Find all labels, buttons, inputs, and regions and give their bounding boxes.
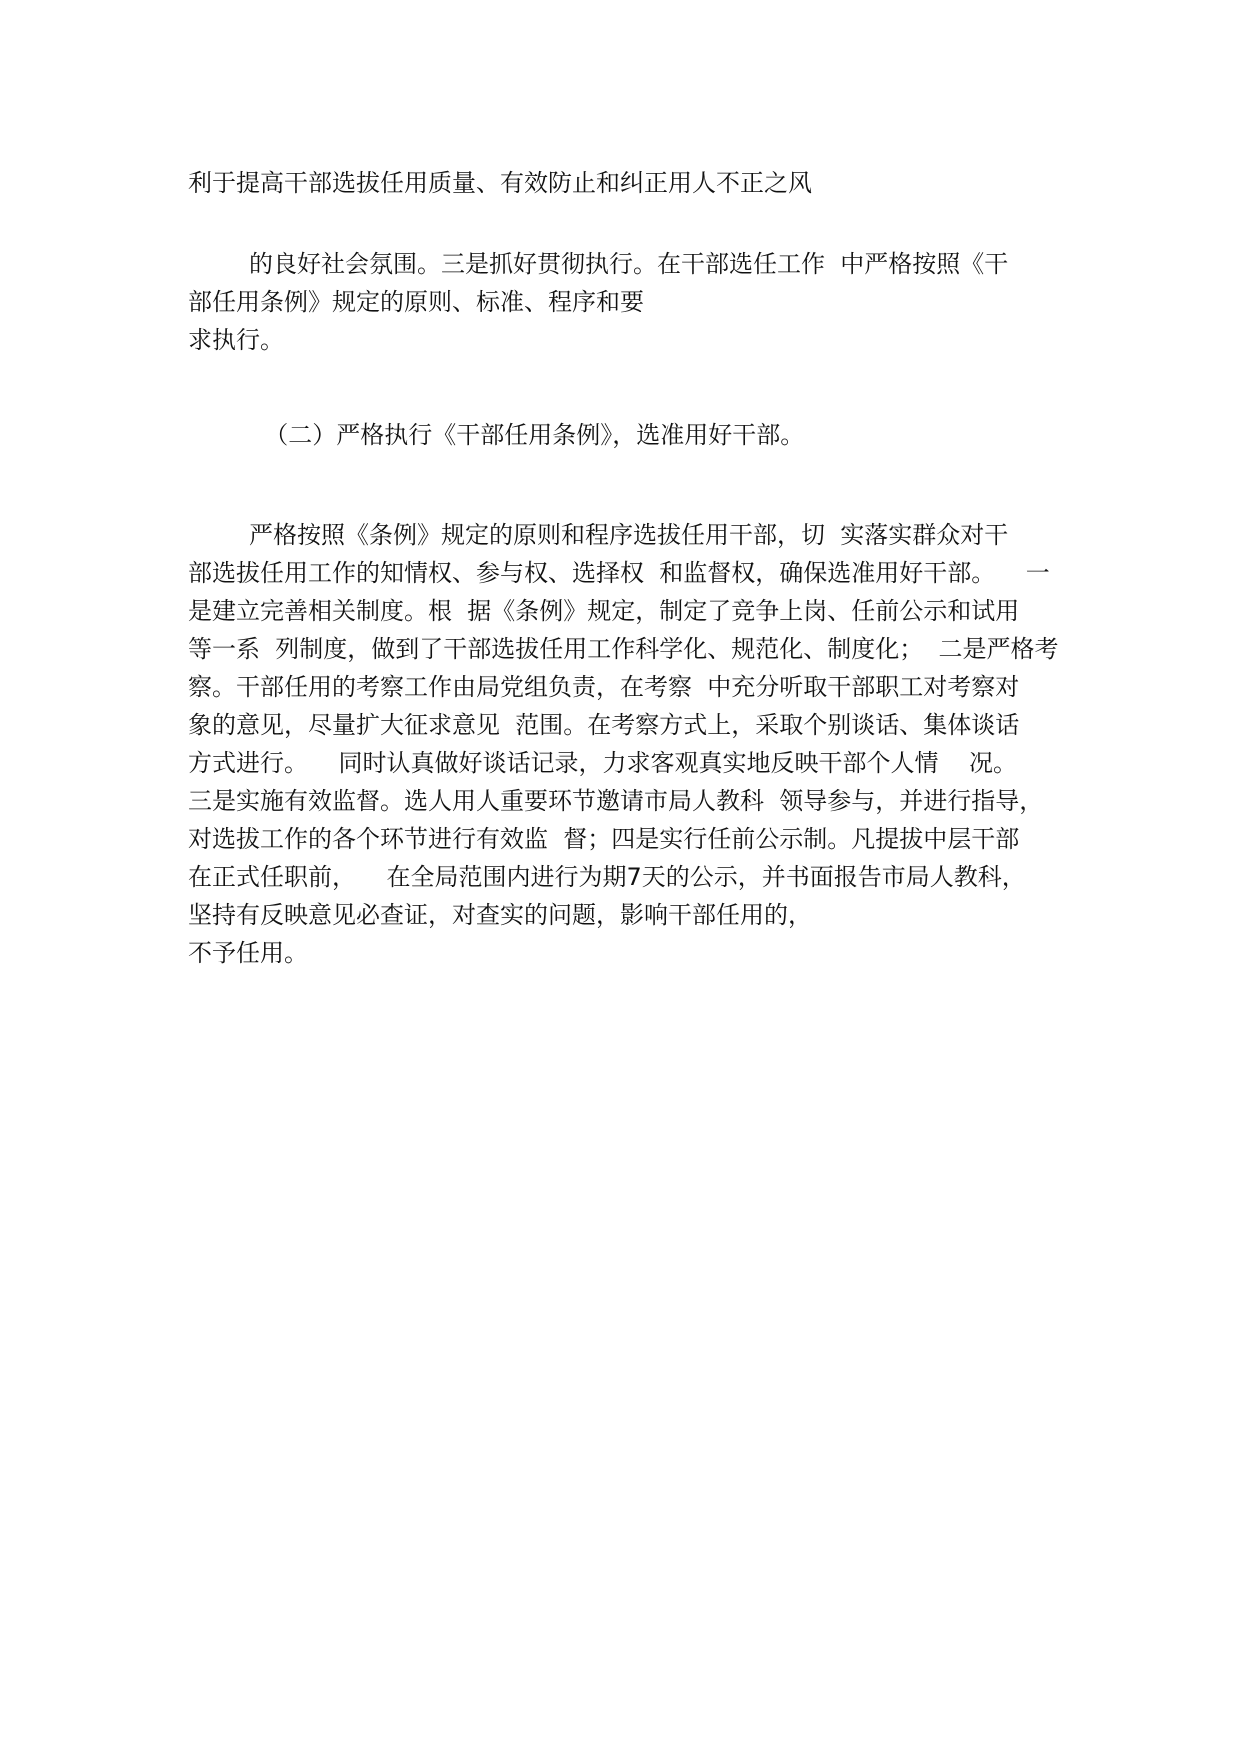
text-line: 等一系 列制度，做到了干部选拔任用工作科学化、规范化、制度化； 二是严格考 <box>188 635 1059 663</box>
text-line: 严格按照《条例》规定的原则和程序选拔任用干部，切 实落实群众对干 <box>188 521 1009 549</box>
section-heading: （二）严格执行《干部任用条例》，选准用好干部。 <box>188 421 805 449</box>
text-line: 方式进行。 同时认真做好谈话记录，力求客观真实地反映干部个人情 况。 <box>188 749 1018 777</box>
text-line: 求执行。 <box>188 326 284 354</box>
text-line: 的良好社会氛围。三是抓好贯彻执行。在干部选任工作 中严格按照《干 <box>188 250 1009 278</box>
text-line: 象的意见，尽量扩大征求意见 范围。在考察方式上，采取个别谈话、集体谈话 <box>188 711 1020 739</box>
text-line: 对选拔工作的各个环节进行有效监 督；四是实行任前公示制。凡提拔中层干部 <box>188 825 1020 853</box>
text-line: 三是实施有效监督。选人用人重要环节邀请市局人教科 领导参与，并进行指导， <box>188 787 1044 815</box>
text-line: 在正式任职前， 在全局范围内进行为期7天的公示，并书面报告市局人教科， <box>188 863 1026 891</box>
text-line: 察。干部任用的考察工作由局党组负责，在考察 中充分听取干部职工对考察对 <box>188 673 1020 701</box>
text-line: 利于提高干部选拔任用质量、有效防止和纠正用人不正之风 <box>188 169 812 197</box>
text-line: 坚持有反映意见必查证，对查实的问题，影响干部任用的， <box>188 901 812 929</box>
text-line: 部选拔任用工作的知情权、参与权、选择权 和监督权，确保选准用好干部。 一 <box>188 559 1050 587</box>
text-line: 部任用条例》规定的原则、标准、程序和要 <box>188 288 644 316</box>
text-line: 不予任用。 <box>188 939 308 967</box>
text-line: 是建立完善相关制度。根 据《条例》规定，制定了竞争上岗、任前公示和试用 <box>188 597 1020 625</box>
